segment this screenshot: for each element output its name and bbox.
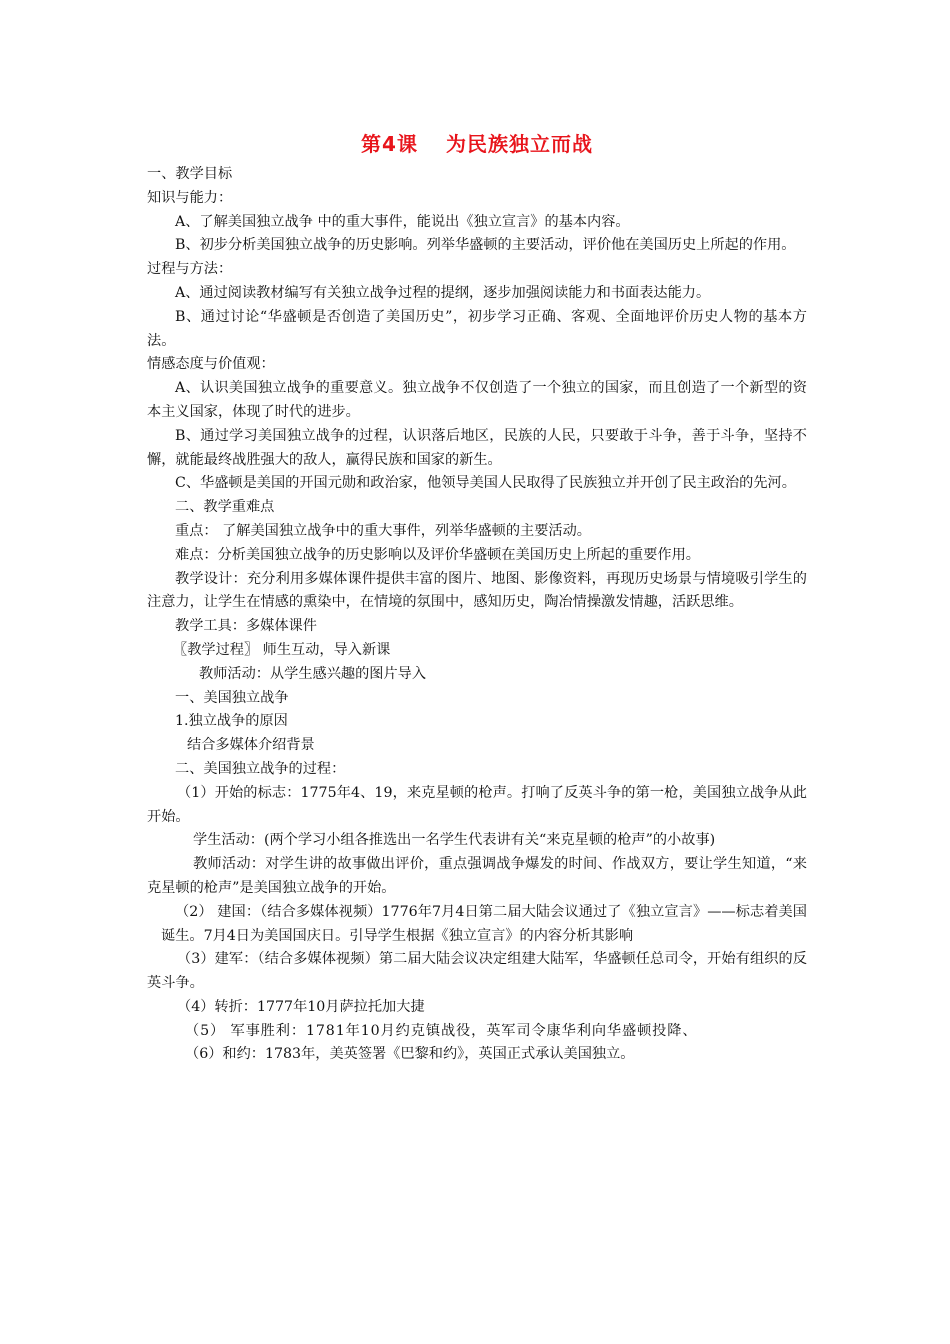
objective-a3: A、认识美国独立战争的重要意义。独立战争不仅创造了一个独立的国家，而且创造了一个新型的资本主义国家，体现了时代的进步。 [147,380,807,420]
part-two-heading: 二、美国独立战争的过程： [175,760,346,777]
lesson-title [147,128,807,157]
process-step-4: （4）转折：1777年10月萨拉托加大捷 [177,998,425,1015]
process-method-heading: 过程与方法： [147,261,233,278]
process-step-6: （6）和约：1783年，美英签署《巴黎和约》，英国正式承认美国独立。 [185,1046,635,1063]
teaching-tools: 教学工具：多媒体课件 [175,618,317,635]
process-step-5: （5） 军事胜利：1781年10月约克镇战役，英军司令康华利向华盛顿投降、 [185,1022,698,1039]
document-body [147,128,807,1067]
background-intro: 结合多媒体介绍背景 [187,737,315,754]
objective-b3: B、通过学习美国独立战争的过程，认识落后地区，民族的人民，只要敢于斗争，善于斗争，坚持不懈，就能最终战胜强大的敌人，赢得民族和国家的新生。 [147,427,807,468]
objective-c3: C、华盛顿是美国的开国元勋和政治家，他领导美国人民取得了民族独立并开创了民主政治的先河。 [175,475,796,492]
knowledge-ability-heading: 知识与能力： [147,189,233,206]
process-step-3: （3）建军：（结合多媒体视频）第二届大陆会议决定组建大陆军，华盛顿任总司令，开始有组织的反英斗争。 [147,951,807,992]
key-point: 重点： 了解美国独立战争中的重大事件，列举华盛顿的主要活动。 [175,522,591,539]
teacher-activity-intro: 教师活动：从学生感兴趣的图片导入 [199,665,427,682]
teacher-activity-evaluate: 教师活动：对学生讲的故事做出评价，重点强调战争爆发的时间、作战双方，要让学生知道，“来克星顿的枪声”是美国独立战争的开始。 [147,856,807,896]
war-causes-heading: 1.独立战争的原因 [175,713,288,730]
teaching-design: 教学设计：充分利用多媒体课件提供丰富的图片、地图、影像资料，再现历史场景与情境吸引学生的注意力，让学生在情感的熏染中，在情境的氛围中，感知历史，陶冶情操激发情趣，活跃思维。 [147,570,807,611]
difficult-point: 难点：分析美国独立战争的历史影响以及评价华盛顿在美国历史上所起的重要作用。 [175,546,700,563]
process-step-2: （2） 建国：（结合多媒体视频）1776年7月4日第二届大陆会议通过了《独立宣言》——标志着美国诞生。7月4日为美国国庆日。引导学生根据《独立宣言》的内容分析其影响 [161,903,807,944]
section-objectives-heading: 一、教学目标 [147,166,233,182]
teaching-process: 〖教学过程〗 师生互动，导入新课 [173,641,391,658]
attitude-values-heading: 情感态度与价值观： [147,356,275,373]
lesson-name: 为民族独立而战 [445,132,593,156]
student-activity: 学生活动：(两个学习小组各推选出一名学生代表讲有关“来克星顿的枪声”的小故事) [193,832,716,849]
objective-a1: A、了解美国独立战争 中的重大事件，能说出《独立宣言》的基本内容。 [175,213,630,230]
section-key-points-heading: 二、教学重难点 [175,499,275,516]
part-one-heading: 一、美国独立战争 [175,689,289,706]
objective-a2: A、通过阅读教材编写有关独立战争过程的提纲，逐步加强阅读能力和书面表达能力。 [175,284,711,301]
process-step-1: （1）开始的标志：1775年4、19，来克星顿的枪声。打响了反英斗争的第一枪，美国独立战争从此开始。 [147,784,807,825]
lesson-number: 第4课 [361,132,418,156]
objective-b1: B、初步分析美国独立战争的历史影响。列举华盛顿的主要活动，评价他在美国历史上所起的作用。 [175,237,796,254]
objective-b2: B、通过讨论“华盛顿是否创造了美国历史”，初步学习正确、客观、全面地评价历史人物的基本方法。 [147,308,807,349]
